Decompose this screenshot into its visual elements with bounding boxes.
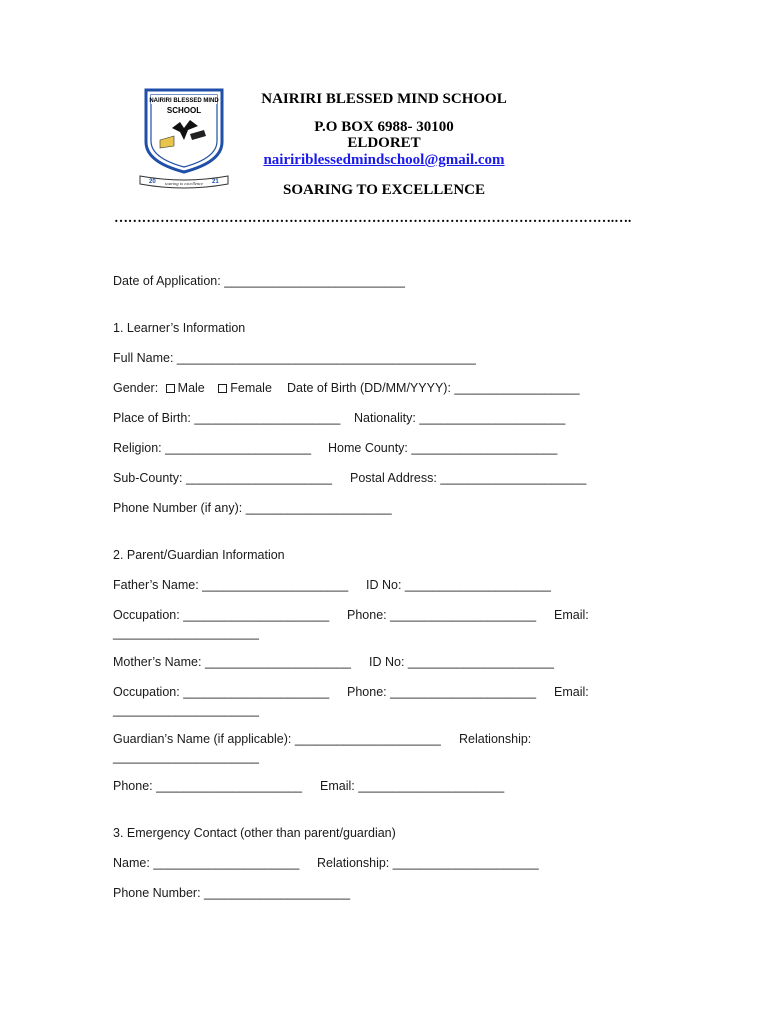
place-of-birth-field[interactable]: _____________________: [194, 411, 341, 425]
full-name-field[interactable]: ___________________________________________: [176, 351, 476, 365]
emergency-relationship-field[interactable]: _____________________: [392, 856, 539, 870]
gender-label: Gender:: [113, 381, 159, 395]
nationality-field[interactable]: _____________________: [419, 411, 566, 425]
postal-address-field[interactable]: _____________________: [440, 471, 587, 485]
father-occupation-label: Occupation:: [113, 608, 180, 622]
svg-text:21: 21: [212, 179, 219, 185]
emergency-name-label: Name:: [113, 856, 150, 870]
school-name: NAIRIRI BLESSED MIND SCHOOL: [261, 91, 507, 107]
home-county-label: Home County:: [328, 441, 408, 455]
home-county-field[interactable]: _____________________: [411, 441, 558, 455]
gender-male-checkbox[interactable]: [166, 384, 175, 393]
guardian-phone-label: Phone:: [113, 779, 153, 793]
learner-phone-label: Phone Number (if any):: [113, 501, 243, 515]
mother-phone-field[interactable]: _____________________: [390, 685, 537, 699]
section-emergency-title: 3. Emergency Contact (other than parent/guardian): [113, 826, 396, 840]
mother-email-label: Email:: [554, 685, 589, 699]
emergency-phone-label: Phone Number:: [113, 886, 201, 900]
emergency-phone-field[interactable]: _____________________: [204, 886, 351, 900]
mother-occupation-label: Occupation:: [113, 685, 180, 699]
full-name-row: [113, 351, 476, 366]
sub-county-label: Sub-County:: [113, 471, 183, 485]
header-divider: ……………………………………………………………………………………………….….: [114, 213, 632, 225]
town: ELDORET: [347, 135, 421, 151]
section-learner-title: 1. Learner’s Information: [113, 321, 246, 335]
father-phone-field[interactable]: _____________________: [390, 608, 537, 622]
father-id-label: ID No:: [366, 578, 402, 592]
svg-text:SCHOOL: SCHOOL: [166, 106, 202, 115]
dob-label: Date of Birth (DD/MM/YYYY):: [287, 381, 451, 395]
school-crest-logo: [134, 84, 234, 190]
mother-id-label: ID No:: [369, 655, 405, 669]
learner-phone-field[interactable]: _____________________: [245, 501, 392, 515]
guardian-email-label: Email:: [320, 779, 355, 793]
emergency-relationship-label: Relationship:: [317, 856, 390, 870]
father-name-field[interactable]: _____________________: [202, 578, 349, 592]
place-of-birth-label: Place of Birth:: [113, 411, 191, 425]
mother-email-field[interactable]: _____________________: [113, 703, 259, 717]
guardian-email-field[interactable]: _____________________: [358, 779, 505, 793]
nationality-label: Nationality:: [354, 411, 416, 425]
guardian-name-label: Guardian’s Name (if applicable):: [113, 732, 292, 746]
school-motto: SOARING TO EXCELLENCE: [282, 182, 485, 198]
guardian-relationship-field[interactable]: _____________________: [113, 750, 259, 764]
religion-label: Religion:: [113, 441, 162, 455]
svg-text:20: 20: [149, 179, 156, 185]
guardian-phone-field[interactable]: _____________________: [156, 779, 303, 793]
svg-text:soaring to excellence: soaring to excellence: [164, 181, 204, 186]
guardian-name-field[interactable]: _____________________: [294, 732, 441, 746]
mother-id-field[interactable]: _____________________: [407, 655, 554, 669]
section-parent-title: 2. Parent/Guardian Information: [113, 548, 285, 562]
mother-name-field[interactable]: _____________________: [204, 655, 351, 669]
father-phone-label: Phone:: [347, 608, 387, 622]
father-id-field[interactable]: _____________________: [404, 578, 551, 592]
emergency-phone-row: [113, 886, 350, 901]
father-occupation-field[interactable]: _____________________: [183, 608, 330, 622]
learner-phone-row: [113, 501, 392, 516]
postal-address-label: Postal Address:: [350, 471, 437, 485]
gender-female-checkbox[interactable]: [218, 384, 227, 393]
dob-field[interactable]: __________________: [454, 381, 580, 395]
mother-name-label: Mother’s Name:: [113, 655, 202, 669]
sub-county-field[interactable]: _____________________: [185, 471, 332, 485]
guardian-relationship-label: Relationship:: [459, 732, 532, 746]
date-of-application-label: Date of Application:: [113, 274, 221, 288]
father-email-field[interactable]: _____________________: [113, 626, 259, 640]
father-email-label: Email:: [554, 608, 589, 622]
school-email-link[interactable]: naiririblessedmindschool@gmail.com: [263, 152, 505, 168]
gender-female-label: Female: [230, 381, 272, 395]
full-name-label: Full Name:: [113, 351, 174, 365]
date-of-application-row: [113, 274, 405, 289]
mother-phone-label: Phone:: [347, 685, 387, 699]
emergency-name-field[interactable]: _____________________: [153, 856, 300, 870]
svg-text:NAIRIRI BLESSED MIND: NAIRIRI BLESSED MIND: [149, 98, 219, 104]
religion-field[interactable]: _____________________: [165, 441, 312, 455]
mother-occupation-field[interactable]: _____________________: [183, 685, 330, 699]
date-of-application-field[interactable]: __________________________: [224, 274, 405, 288]
gender-male-label: Male: [177, 381, 205, 395]
po-box: P.O BOX 6988- 30100: [314, 119, 454, 135]
father-name-label: Father’s Name:: [113, 578, 199, 592]
